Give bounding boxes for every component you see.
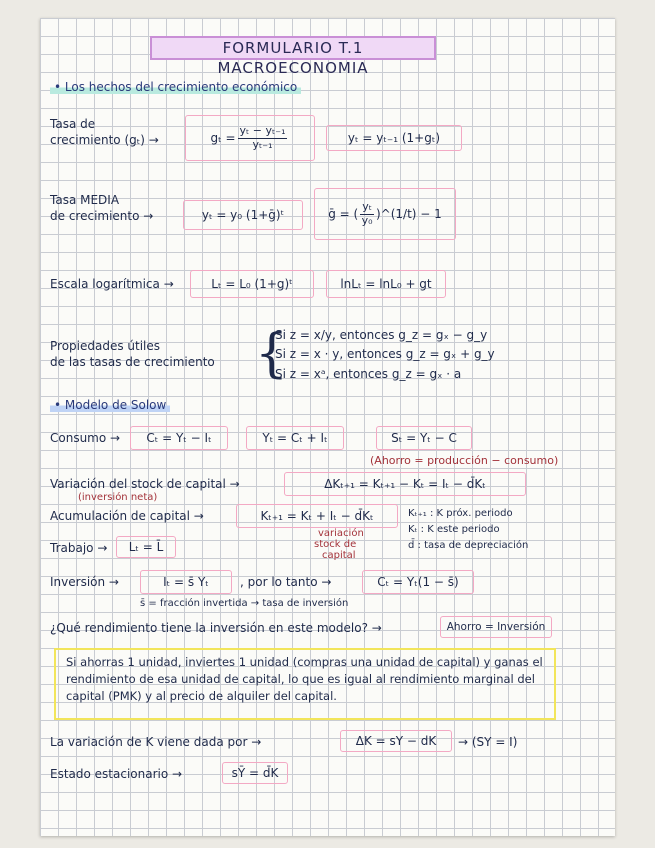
property-ratio: Si z = x/y, entonces g_z = gₓ − g_y — [275, 328, 488, 342]
capital-accumulation-label: Acumulación de capital → — [50, 509, 204, 523]
mean-growth-rate-suffix: )^(1/t) − 1 — [375, 207, 442, 221]
page-title: FORMULARIO T.1 MACROECONOMIA — [150, 36, 436, 60]
growth-rate-alt-formula: yₜ = yₜ₋₁ (1+gₜ) — [326, 125, 462, 151]
capital-change-label: Variación del stock de capital → — [50, 477, 240, 491]
definition-next-capital: Kₜ₊₁ : K próx. periodo — [408, 508, 513, 519]
return-question: ¿Qué rendimiento tiene la inversión en este modelo? → — [50, 621, 382, 635]
log-scale-ln-formula: lnLₜ = lnL₀ + gt — [326, 270, 446, 298]
mean-growth-label-line2: de crecimiento → — [50, 209, 154, 223]
growth-rate-denominator: yₜ₋₁ — [252, 137, 273, 151]
labor-formula: Lₜ = L̄ — [116, 536, 176, 558]
accumulation-note-line1: variación — [318, 528, 364, 539]
log-scale-label: Escala logarítmica → — [50, 277, 174, 291]
definition-current-capital: Kₜ : K este periodo — [408, 524, 500, 535]
saving-investment-answer: Ahorro = Inversión — [440, 616, 552, 638]
growth-rate-formula — [185, 115, 315, 161]
accumulation-note-line3: capital — [322, 550, 356, 561]
output-identity-formula: Yₜ = Cₜ + Iₜ — [246, 426, 344, 450]
investment-label: Inversión → — [50, 575, 119, 589]
k-change-label: La variación de K viene dada por → — [50, 735, 262, 749]
investment-rate-note: s̄ = fracción invertida → tasa de inversión — [140, 598, 349, 609]
mean-growth-rate-fraction — [360, 201, 374, 226]
mean-growth-rate-formula — [314, 188, 456, 240]
investment-therefore: , por lo tanto → — [240, 575, 332, 589]
property-product: Si z = x · y, entonces g_z = gₓ + g_y — [275, 347, 495, 361]
k-change-tail: → (SY = I) — [458, 735, 518, 749]
brace-icon: { — [255, 324, 289, 384]
growth-rate-numerator: yₜ − yₜ₋₁ — [239, 124, 286, 138]
k-change-formula: ΔK = sY − dK — [340, 730, 452, 752]
consumption-formula: Cₜ = Yₜ − Iₜ — [130, 426, 228, 450]
section-heading-solow: • Modelo de Solow — [50, 398, 170, 412]
investment-formula: Iₜ = s̄ Yₜ — [140, 570, 232, 594]
steady-state-label: Estado estacionario → — [50, 767, 183, 781]
log-scale-formula: Lₜ = L₀ (1+g)ᵗ — [190, 270, 314, 298]
mean-growth-rate-prefix: ḡ = ( — [328, 207, 359, 221]
investment-consumption-formula: Cₜ = Yₜ(1 − s̄) — [362, 570, 474, 594]
mean-growth-formula: yₜ = y₀ (1+ḡ)ᵗ — [183, 200, 303, 230]
mean-growth-label-line1: Tasa MEDIA — [50, 193, 120, 207]
growth-rate-fraction — [238, 125, 288, 150]
accumulation-note-line2: stock de — [314, 539, 357, 550]
explanation-box: Si ahorras 1 unidad, inviertes 1 unidad (compras una unidad de capital) y ganas el rendimiento de esa unidad de capital, lo que es igual al rendimiento marginal del capital (PMK) y al precio de alquiler del capital. — [54, 648, 556, 720]
properties-label-line1: Propiedades útiles — [50, 339, 161, 353]
saving-formula: Sₜ = Yₜ − C — [376, 426, 472, 450]
property-power: Si z = xᵃ, entonces g_z = gₓ · a — [275, 367, 462, 381]
capital-change-sublabel: (inversión neta) — [78, 492, 158, 503]
saving-note: (Ahorro = producción − consumo) — [370, 454, 559, 467]
growth-rate-label-line1: Tasa de — [50, 117, 96, 131]
definition-depreciation: d̄ : tasa de depreciación — [408, 540, 529, 551]
consumption-label: Consumo → — [50, 431, 121, 445]
mean-growth-rate-denominator: y₀ — [361, 213, 373, 227]
growth-rate-label-line2: crecimiento (gₜ) → — [50, 133, 159, 147]
capital-accumulation-formula: Kₜ₊₁ = Kₜ + Iₜ − d̄Kₜ — [236, 504, 398, 528]
labor-label: Trabajo → — [50, 541, 108, 555]
capital-change-formula: ΔKₜ₊₁ = Kₜ₊₁ − Kₜ = Iₜ − d̄Kₜ — [284, 472, 526, 496]
mean-growth-rate-numerator: yₜ — [362, 200, 372, 214]
growth-rate-lhs: gₜ = — [210, 131, 236, 145]
steady-state-formula: sȲ = d̄K — [222, 762, 288, 784]
properties-label-line2: de las tasas de crecimiento — [50, 355, 215, 369]
section-heading-growth-facts: • Los hechos del crecimiento económico — [50, 80, 301, 94]
